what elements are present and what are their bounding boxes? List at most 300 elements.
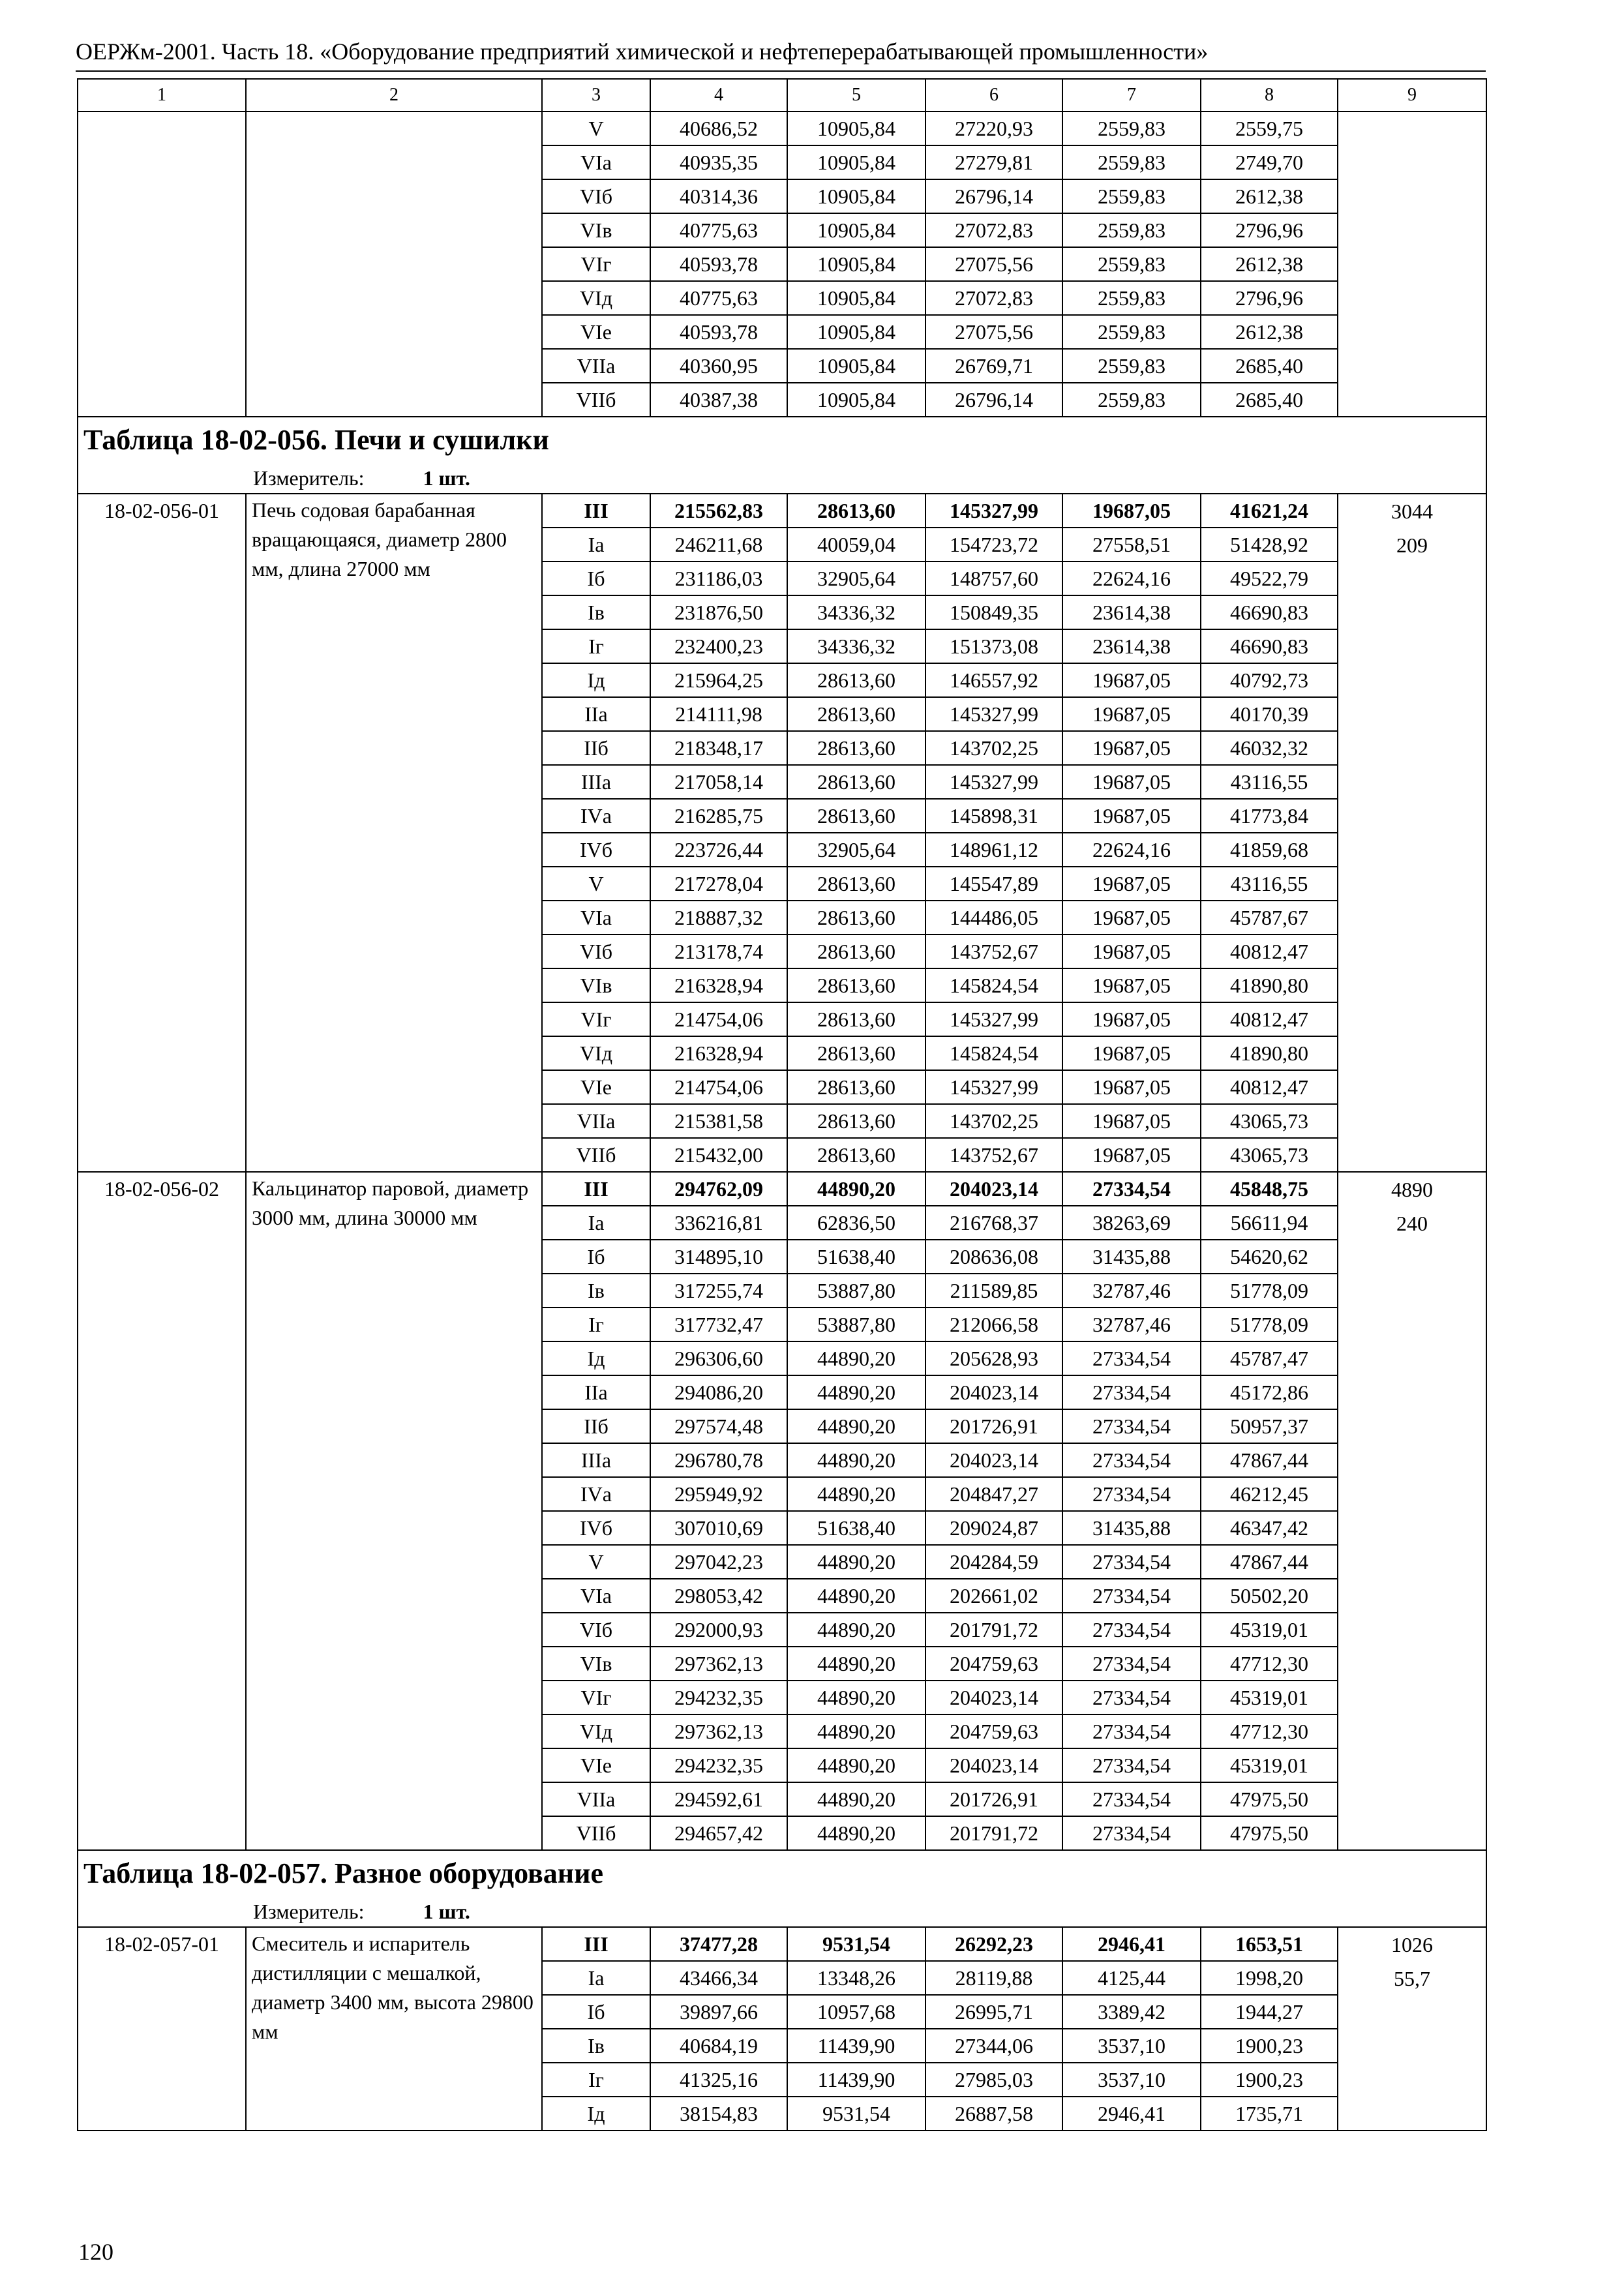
zone-cell: VIд bbox=[542, 281, 650, 315]
materials-cell: 45319,01 bbox=[1201, 1613, 1338, 1647]
zone-cell: Iг bbox=[542, 1308, 650, 1341]
wages-cell: 28613,60 bbox=[787, 1070, 925, 1104]
machinist-wages-cell: 2559,83 bbox=[1062, 213, 1201, 247]
total-cost-cell: 294232,35 bbox=[650, 1681, 787, 1714]
machinist-wages-cell: 19687,05 bbox=[1062, 935, 1201, 968]
total-cost-cell: 218887,32 bbox=[650, 901, 787, 935]
zone-cell: Iг bbox=[542, 2063, 650, 2097]
wages-cell: 28613,60 bbox=[787, 901, 925, 935]
zone-cell: Iд bbox=[542, 663, 650, 697]
materials-cell: 40812,47 bbox=[1201, 1002, 1338, 1036]
unit-value: 1 шт. bbox=[423, 466, 470, 490]
zone-cell: Iд bbox=[542, 1341, 650, 1375]
machines-cell: 26292,23 bbox=[925, 1927, 1062, 1961]
materials-cell: 46032,32 bbox=[1201, 731, 1338, 765]
item-name: Кальцинатор паровой, диаметр 3000 мм, длина 30000 мм bbox=[246, 1172, 542, 1850]
machines-cell: 201791,72 bbox=[925, 1613, 1062, 1647]
column-number: 7 bbox=[1062, 79, 1201, 112]
zone-cell: VIг bbox=[542, 1681, 650, 1714]
zone-cell: VIIа bbox=[542, 349, 650, 383]
machinist-wages-cell: 19687,05 bbox=[1062, 765, 1201, 799]
machinist-wages-cell: 27334,54 bbox=[1062, 1375, 1201, 1409]
column-number: 5 bbox=[787, 79, 925, 112]
machines-cell: 204759,63 bbox=[925, 1647, 1062, 1681]
wages-cell: 62836,50 bbox=[787, 1206, 925, 1240]
extra-value: 240 bbox=[1396, 1212, 1428, 1235]
zone-cell: VIв bbox=[542, 968, 650, 1002]
wages-cell: 34336,32 bbox=[787, 595, 925, 629]
item-code: 18-02-056-01 bbox=[78, 494, 246, 1172]
total-cost-cell: 232400,23 bbox=[650, 629, 787, 663]
materials-cell: 41773,84 bbox=[1201, 799, 1338, 833]
materials-cell: 45848,75 bbox=[1201, 1172, 1338, 1206]
machinist-wages-cell: 2559,83 bbox=[1062, 179, 1201, 213]
machinist-wages-cell: 19687,05 bbox=[1062, 968, 1201, 1002]
wages-cell: 44890,20 bbox=[787, 1613, 925, 1647]
machinist-wages-cell: 2559,83 bbox=[1062, 247, 1201, 281]
materials-cell: 51428,92 bbox=[1201, 528, 1338, 561]
total-cost-cell: 39897,66 bbox=[650, 1995, 787, 2029]
wages-cell: 28613,60 bbox=[787, 697, 925, 731]
machinist-wages-cell: 19687,05 bbox=[1062, 1070, 1201, 1104]
wages-cell: 44890,20 bbox=[787, 1341, 925, 1375]
machinist-wages-cell: 23614,38 bbox=[1062, 629, 1201, 663]
zone-cell: Iв bbox=[542, 595, 650, 629]
wages-cell: 10905,84 bbox=[787, 213, 925, 247]
item-name: Печь содовая барабанная вращающаяся, диаметр 2800 мм, длина 27000 мм bbox=[246, 494, 542, 1172]
materials-cell: 2685,40 bbox=[1201, 349, 1338, 383]
total-cost-cell: 215381,58 bbox=[650, 1104, 787, 1138]
machinist-wages-cell: 27334,54 bbox=[1062, 1714, 1201, 1748]
extra-cell bbox=[1338, 494, 1486, 1172]
column-number: 1 bbox=[78, 79, 246, 112]
machinist-wages-cell: 2946,41 bbox=[1062, 2097, 1201, 2131]
machinist-wages-cell: 19687,05 bbox=[1062, 901, 1201, 935]
machinist-wages-cell: 3537,10 bbox=[1062, 2063, 1201, 2097]
total-cost-cell: 40387,38 bbox=[650, 383, 787, 417]
machines-cell: 143752,67 bbox=[925, 935, 1062, 968]
machinist-wages-cell: 27334,54 bbox=[1062, 1613, 1201, 1647]
total-cost-cell: 40360,95 bbox=[650, 349, 787, 383]
machines-cell: 26796,14 bbox=[925, 179, 1062, 213]
machinist-wages-cell: 22624,16 bbox=[1062, 561, 1201, 595]
zone-cell: Iд bbox=[542, 2097, 650, 2131]
machines-cell: 204023,14 bbox=[925, 1681, 1062, 1714]
machines-cell: 27075,56 bbox=[925, 247, 1062, 281]
wages-cell: 44890,20 bbox=[787, 1816, 925, 1850]
materials-cell: 56611,94 bbox=[1201, 1206, 1338, 1240]
machinist-wages-cell: 27334,54 bbox=[1062, 1443, 1201, 1477]
wages-cell: 9531,54 bbox=[787, 1927, 925, 1961]
materials-cell: 43065,73 bbox=[1201, 1104, 1338, 1138]
machinist-wages-cell: 2559,83 bbox=[1062, 383, 1201, 417]
materials-cell: 2796,96 bbox=[1201, 281, 1338, 315]
zone-cell: Iб bbox=[542, 1240, 650, 1274]
machines-cell: 201726,91 bbox=[925, 1409, 1062, 1443]
total-cost-cell: 217278,04 bbox=[650, 867, 787, 901]
materials-cell: 54620,62 bbox=[1201, 1240, 1338, 1274]
materials-cell: 2612,38 bbox=[1201, 247, 1338, 281]
zone-cell: IVб bbox=[542, 833, 650, 867]
zone-cell: Iа bbox=[542, 528, 650, 561]
machines-cell: 143702,25 bbox=[925, 1104, 1062, 1138]
wages-cell: 44890,20 bbox=[787, 1172, 925, 1206]
materials-cell: 2685,40 bbox=[1201, 383, 1338, 417]
machinist-wages-cell: 23614,38 bbox=[1062, 595, 1201, 629]
total-cost-cell: 43466,34 bbox=[650, 1961, 787, 1995]
header-rule bbox=[76, 70, 1486, 72]
machines-cell: 145327,99 bbox=[925, 1002, 1062, 1036]
zone-cell: IIIа bbox=[542, 1443, 650, 1477]
machines-cell: 204284,59 bbox=[925, 1545, 1062, 1579]
machines-cell: 150849,35 bbox=[925, 595, 1062, 629]
table-title-row bbox=[78, 1850, 1486, 1896]
materials-cell: 46347,42 bbox=[1201, 1511, 1338, 1545]
machines-cell: 144486,05 bbox=[925, 901, 1062, 935]
wages-cell: 34336,32 bbox=[787, 629, 925, 663]
materials-cell: 41859,68 bbox=[1201, 833, 1338, 867]
unit-cell bbox=[78, 463, 1486, 494]
machines-cell: 145898,31 bbox=[925, 799, 1062, 833]
item-code: 18-02-057-01 bbox=[78, 1927, 246, 2131]
zone-cell: Iг bbox=[542, 629, 650, 663]
machinist-wages-cell: 38263,69 bbox=[1062, 1206, 1201, 1240]
wages-cell: 28613,60 bbox=[787, 494, 925, 528]
wages-cell: 44890,20 bbox=[787, 1375, 925, 1409]
machines-cell: 28119,88 bbox=[925, 1961, 1062, 1995]
machines-cell: 204023,14 bbox=[925, 1375, 1062, 1409]
zone-cell: VIе bbox=[542, 1748, 650, 1782]
wages-cell: 32905,64 bbox=[787, 833, 925, 867]
item-name: Смеситель и испаритель дистилляции с мешалкой, диаметр 3400 мм, высота 29800 мм bbox=[246, 1927, 542, 2131]
total-cost-cell: 40593,78 bbox=[650, 247, 787, 281]
page-header: ОЕРЖм-2001. Часть 18. «Оборудование предприятий химической и нефтеперерабатывающей промышленности» bbox=[76, 38, 1209, 65]
column-number: 3 bbox=[542, 79, 650, 112]
machines-cell: 209024,87 bbox=[925, 1511, 1062, 1545]
wages-cell: 13348,26 bbox=[787, 1961, 925, 1995]
extra-value: 4890 bbox=[1391, 1178, 1433, 1201]
total-cost-cell: 292000,93 bbox=[650, 1613, 787, 1647]
machines-cell: 26887,58 bbox=[925, 2097, 1062, 2131]
total-cost-cell: 214111,98 bbox=[650, 697, 787, 731]
materials-cell: 2612,38 bbox=[1201, 179, 1338, 213]
zone-cell: V bbox=[542, 112, 650, 145]
machinist-wages-cell: 2559,83 bbox=[1062, 281, 1201, 315]
total-cost-cell: 217058,14 bbox=[650, 765, 787, 799]
unit-label: Измеритель: bbox=[253, 1900, 365, 1923]
machines-cell: 154723,72 bbox=[925, 528, 1062, 561]
wages-cell: 32905,64 bbox=[787, 561, 925, 595]
machines-cell: 204023,14 bbox=[925, 1443, 1062, 1477]
machinist-wages-cell: 31435,88 bbox=[1062, 1511, 1201, 1545]
total-cost-cell: 297574,48 bbox=[650, 1409, 787, 1443]
unit-label: Измеритель: bbox=[253, 466, 365, 490]
machinist-wages-cell: 19687,05 bbox=[1062, 799, 1201, 833]
wages-cell: 10957,68 bbox=[787, 1995, 925, 2029]
materials-cell: 45787,67 bbox=[1201, 901, 1338, 935]
materials-cell: 1900,23 bbox=[1201, 2063, 1338, 2097]
zone-cell: VIIа bbox=[542, 1104, 650, 1138]
materials-cell: 1900,23 bbox=[1201, 2029, 1338, 2063]
zone-cell: VIIб bbox=[542, 1138, 650, 1172]
zone-cell: VIв bbox=[542, 213, 650, 247]
wages-cell: 28613,60 bbox=[787, 1138, 925, 1172]
machines-cell: 143752,67 bbox=[925, 1138, 1062, 1172]
total-cost-cell: 223726,44 bbox=[650, 833, 787, 867]
zone-cell: III bbox=[542, 1927, 650, 1961]
machinist-wages-cell: 32787,46 bbox=[1062, 1308, 1201, 1341]
total-cost-cell: 307010,69 bbox=[650, 1511, 787, 1545]
table-title: Таблица 18-02-057. Разное оборудование bbox=[78, 1850, 1486, 1896]
machines-cell: 208636,08 bbox=[925, 1240, 1062, 1274]
table-row bbox=[78, 112, 1486, 145]
machinist-wages-cell: 19687,05 bbox=[1062, 1002, 1201, 1036]
wages-cell: 11439,90 bbox=[787, 2029, 925, 2063]
materials-cell: 1998,20 bbox=[1201, 1961, 1338, 1995]
wages-cell: 11439,90 bbox=[787, 2063, 925, 2097]
wages-cell: 28613,60 bbox=[787, 731, 925, 765]
machines-cell: 148961,12 bbox=[925, 833, 1062, 867]
column-numbers-row bbox=[78, 79, 1486, 112]
total-cost-cell: 336216,81 bbox=[650, 1206, 787, 1240]
machines-cell: 212066,58 bbox=[925, 1308, 1062, 1341]
materials-cell: 2796,96 bbox=[1201, 213, 1338, 247]
materials-cell: 43116,55 bbox=[1201, 867, 1338, 901]
machinist-wages-cell: 27334,54 bbox=[1062, 1409, 1201, 1443]
zone-cell: III bbox=[542, 1172, 650, 1206]
total-cost-cell: 297362,13 bbox=[650, 1647, 787, 1681]
extra-value: 1026 bbox=[1391, 1933, 1433, 1956]
total-cost-cell: 298053,42 bbox=[650, 1579, 787, 1613]
machines-cell: 204023,14 bbox=[925, 1748, 1062, 1782]
total-cost-cell: 214754,06 bbox=[650, 1002, 787, 1036]
machines-cell: 27344,06 bbox=[925, 2029, 1062, 2063]
total-cost-cell: 215432,00 bbox=[650, 1138, 787, 1172]
extra-value: 55,7 bbox=[1394, 1967, 1430, 1990]
machinist-wages-cell: 27334,54 bbox=[1062, 1545, 1201, 1579]
materials-cell: 41890,80 bbox=[1201, 1036, 1338, 1070]
wages-cell: 28613,60 bbox=[787, 867, 925, 901]
machines-cell: 201726,91 bbox=[925, 1782, 1062, 1816]
machines-cell: 145547,89 bbox=[925, 867, 1062, 901]
machinist-wages-cell: 27334,54 bbox=[1062, 1681, 1201, 1714]
zone-cell: VIIб bbox=[542, 383, 650, 417]
wages-cell: 10905,84 bbox=[787, 383, 925, 417]
name-cell bbox=[246, 112, 542, 417]
zone-cell: Iб bbox=[542, 1995, 650, 2029]
total-cost-cell: 40684,19 bbox=[650, 2029, 787, 2063]
wages-cell: 28613,60 bbox=[787, 968, 925, 1002]
machinist-wages-cell: 3389,42 bbox=[1062, 1995, 1201, 2029]
extra-cell bbox=[1338, 1172, 1486, 1850]
column-number: 2 bbox=[246, 79, 542, 112]
total-cost-cell: 295949,92 bbox=[650, 1477, 787, 1511]
wages-cell: 51638,40 bbox=[787, 1240, 925, 1274]
machines-cell: 146557,92 bbox=[925, 663, 1062, 697]
total-cost-cell: 40935,35 bbox=[650, 145, 787, 179]
materials-cell: 50957,37 bbox=[1201, 1409, 1338, 1443]
table-row bbox=[78, 494, 1486, 528]
materials-cell: 45172,86 bbox=[1201, 1375, 1338, 1409]
machines-cell: 143702,25 bbox=[925, 731, 1062, 765]
wages-cell: 40059,04 bbox=[787, 528, 925, 561]
total-cost-cell: 214754,06 bbox=[650, 1070, 787, 1104]
zone-cell: IIб bbox=[542, 1409, 650, 1443]
materials-cell: 46690,83 bbox=[1201, 595, 1338, 629]
machinist-wages-cell: 19687,05 bbox=[1062, 494, 1201, 528]
machinist-wages-cell: 2946,41 bbox=[1062, 1927, 1201, 1961]
zone-cell: IIа bbox=[542, 697, 650, 731]
materials-cell: 49522,79 bbox=[1201, 561, 1338, 595]
wages-cell: 28613,60 bbox=[787, 663, 925, 697]
total-cost-cell: 40686,52 bbox=[650, 112, 787, 145]
wages-cell: 10905,84 bbox=[787, 145, 925, 179]
wages-cell: 44890,20 bbox=[787, 1545, 925, 1579]
total-cost-cell: 296780,78 bbox=[650, 1443, 787, 1477]
total-cost-cell: 38154,83 bbox=[650, 2097, 787, 2131]
table-title: Таблица 18-02-056. Печи и сушилки bbox=[78, 417, 1486, 463]
materials-cell: 2559,75 bbox=[1201, 112, 1338, 145]
materials-cell: 46212,45 bbox=[1201, 1477, 1338, 1511]
zone-cell: Iв bbox=[542, 2029, 650, 2063]
machines-cell: 145327,99 bbox=[925, 697, 1062, 731]
machines-cell: 201791,72 bbox=[925, 1816, 1062, 1850]
machinist-wages-cell: 2559,83 bbox=[1062, 145, 1201, 179]
total-cost-cell: 40775,63 bbox=[650, 281, 787, 315]
item-code: 18-02-056-02 bbox=[78, 1172, 246, 1850]
wages-cell: 10905,84 bbox=[787, 281, 925, 315]
zone-cell: VIб bbox=[542, 935, 650, 968]
machinist-wages-cell: 19687,05 bbox=[1062, 731, 1201, 765]
wages-cell: 28613,60 bbox=[787, 765, 925, 799]
total-cost-cell: 215964,25 bbox=[650, 663, 787, 697]
machinist-wages-cell: 27334,54 bbox=[1062, 1579, 1201, 1613]
total-cost-cell: 294232,35 bbox=[650, 1748, 787, 1782]
zone-cell: Iа bbox=[542, 1961, 650, 1995]
machinist-wages-cell: 27334,54 bbox=[1062, 1647, 1201, 1681]
total-cost-cell: 294086,20 bbox=[650, 1375, 787, 1409]
machines-cell: 145327,99 bbox=[925, 765, 1062, 799]
machines-cell: 145327,99 bbox=[925, 494, 1062, 528]
code-cell bbox=[78, 112, 246, 417]
zone-cell: VIб bbox=[542, 179, 650, 213]
materials-cell: 45319,01 bbox=[1201, 1681, 1338, 1714]
materials-cell: 43116,55 bbox=[1201, 765, 1338, 799]
table-title-row bbox=[78, 417, 1486, 463]
wages-cell: 44890,20 bbox=[787, 1477, 925, 1511]
total-cost-cell: 41325,16 bbox=[650, 2063, 787, 2097]
materials-cell: 1735,71 bbox=[1201, 2097, 1338, 2131]
wages-cell: 44890,20 bbox=[787, 1681, 925, 1714]
total-cost-cell: 314895,10 bbox=[650, 1240, 787, 1274]
wages-cell: 44890,20 bbox=[787, 1748, 925, 1782]
wages-cell: 28613,60 bbox=[787, 799, 925, 833]
materials-cell: 47712,30 bbox=[1201, 1714, 1338, 1748]
machinist-wages-cell: 27334,54 bbox=[1062, 1172, 1201, 1206]
machines-cell: 27072,83 bbox=[925, 281, 1062, 315]
extra-cell bbox=[1338, 1927, 1486, 2131]
zone-cell: Iб bbox=[542, 561, 650, 595]
wages-cell: 28613,60 bbox=[787, 1104, 925, 1138]
total-cost-cell: 294762,09 bbox=[650, 1172, 787, 1206]
materials-cell: 40170,39 bbox=[1201, 697, 1338, 731]
zone-cell: VIе bbox=[542, 315, 650, 349]
machines-cell: 27279,81 bbox=[925, 145, 1062, 179]
materials-cell: 41621,24 bbox=[1201, 494, 1338, 528]
wages-cell: 10905,84 bbox=[787, 179, 925, 213]
extra-value: 209 bbox=[1396, 533, 1428, 557]
zone-cell: VIIб bbox=[542, 1816, 650, 1850]
column-number: 6 bbox=[925, 79, 1062, 112]
column-number: 8 bbox=[1201, 79, 1338, 112]
zone-cell: VIд bbox=[542, 1036, 650, 1070]
machines-cell: 202661,02 bbox=[925, 1579, 1062, 1613]
unit-cell bbox=[78, 1896, 1486, 1927]
machines-cell: 151373,08 bbox=[925, 629, 1062, 663]
materials-cell: 50502,20 bbox=[1201, 1579, 1338, 1613]
zone-cell: IVа bbox=[542, 799, 650, 833]
machines-cell: 204847,27 bbox=[925, 1477, 1062, 1511]
materials-cell: 2612,38 bbox=[1201, 315, 1338, 349]
wages-cell: 44890,20 bbox=[787, 1714, 925, 1748]
wages-cell: 10905,84 bbox=[787, 315, 925, 349]
zone-cell: VIб bbox=[542, 1613, 650, 1647]
zone-cell: VIа bbox=[542, 1579, 650, 1613]
total-cost-cell: 294657,42 bbox=[650, 1816, 787, 1850]
total-cost-cell: 37477,28 bbox=[650, 1927, 787, 1961]
machines-cell: 27985,03 bbox=[925, 2063, 1062, 2097]
total-cost-cell: 40775,63 bbox=[650, 213, 787, 247]
unit-value: 1 шт. bbox=[423, 1900, 470, 1923]
zone-cell: VIв bbox=[542, 1647, 650, 1681]
extra-cell bbox=[1338, 112, 1486, 417]
machinist-wages-cell: 27334,54 bbox=[1062, 1341, 1201, 1375]
zone-cell: Iв bbox=[542, 1274, 650, 1308]
machines-cell: 26796,14 bbox=[925, 383, 1062, 417]
materials-cell: 47975,50 bbox=[1201, 1816, 1338, 1850]
materials-cell: 45319,01 bbox=[1201, 1748, 1338, 1782]
wages-cell: 44890,20 bbox=[787, 1409, 925, 1443]
materials-cell: 40792,73 bbox=[1201, 663, 1338, 697]
machinist-wages-cell: 19687,05 bbox=[1062, 663, 1201, 697]
materials-cell: 47975,50 bbox=[1201, 1782, 1338, 1816]
materials-cell: 47867,44 bbox=[1201, 1443, 1338, 1477]
machinist-wages-cell: 2559,83 bbox=[1062, 112, 1201, 145]
wages-cell: 44890,20 bbox=[787, 1443, 925, 1477]
materials-cell: 45787,47 bbox=[1201, 1341, 1338, 1375]
machinist-wages-cell: 19687,05 bbox=[1062, 1104, 1201, 1138]
machinist-wages-cell: 27334,54 bbox=[1062, 1477, 1201, 1511]
zone-cell: VIе bbox=[542, 1070, 650, 1104]
wages-cell: 44890,20 bbox=[787, 1579, 925, 1613]
machinist-wages-cell: 32787,46 bbox=[1062, 1274, 1201, 1308]
zone-cell: IIб bbox=[542, 731, 650, 765]
materials-cell: 40812,47 bbox=[1201, 1070, 1338, 1104]
zone-cell: Iа bbox=[542, 1206, 650, 1240]
machines-cell: 26769,71 bbox=[925, 349, 1062, 383]
zone-cell: VIг bbox=[542, 247, 650, 281]
machinist-wages-cell: 19687,05 bbox=[1062, 697, 1201, 731]
total-cost-cell: 297042,23 bbox=[650, 1545, 787, 1579]
price-table bbox=[77, 78, 1487, 2131]
total-cost-cell: 294592,61 bbox=[650, 1782, 787, 1816]
machinist-wages-cell: 19687,05 bbox=[1062, 1036, 1201, 1070]
column-number: 4 bbox=[650, 79, 787, 112]
page-number: 120 bbox=[78, 2239, 113, 2265]
wages-cell: 44890,20 bbox=[787, 1782, 925, 1816]
machinist-wages-cell: 27558,51 bbox=[1062, 528, 1201, 561]
machinist-wages-cell: 19687,05 bbox=[1062, 867, 1201, 901]
